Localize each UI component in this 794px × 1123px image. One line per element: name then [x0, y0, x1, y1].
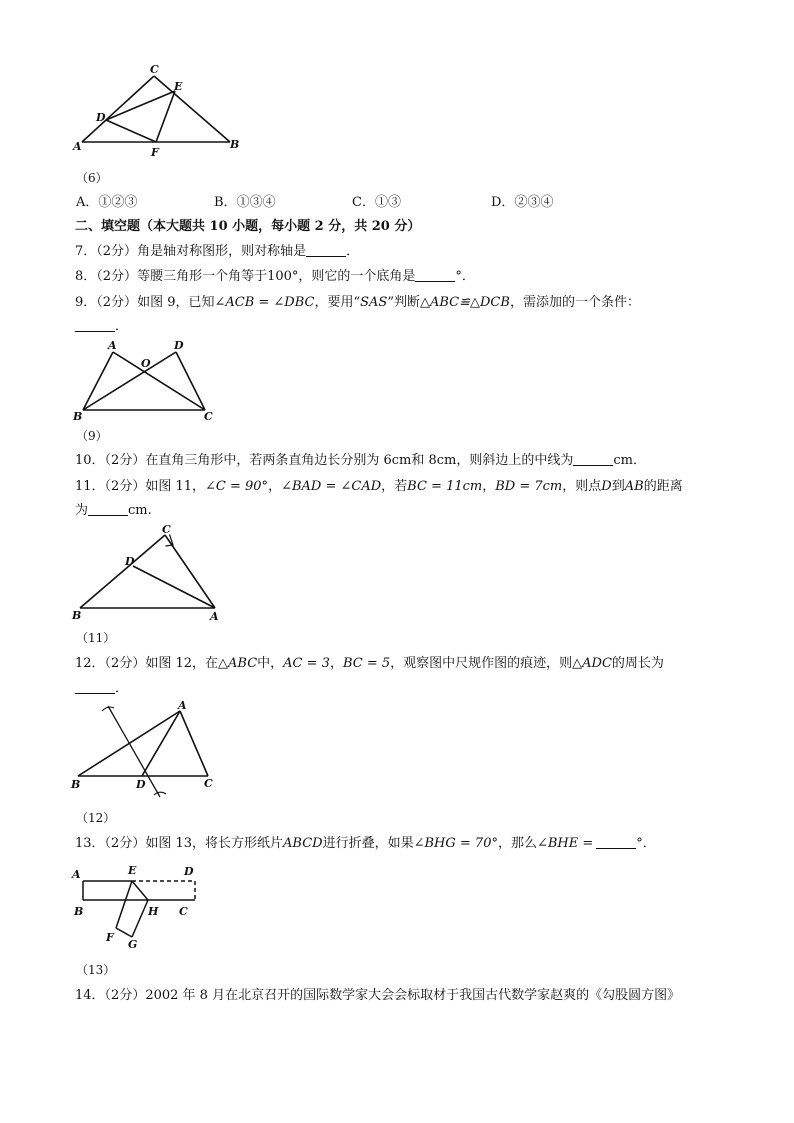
q9-text-end: ．	[115, 319, 129, 334]
fig6-seg-df	[106, 120, 156, 142]
q14-number: 14．	[75, 988, 105, 1003]
option-letter: B．	[214, 195, 237, 210]
q9-answer-blank[interactable]	[75, 319, 115, 332]
fig6-label-b: B	[230, 138, 240, 151]
fig11-caption: （11）	[76, 631, 116, 645]
fig13-fold-hg	[132, 900, 148, 937]
q13-number: 13．	[75, 836, 105, 851]
q13-text: 如图 13，将长方形纸片	[145, 836, 284, 851]
fig11-label-c: C	[162, 525, 171, 536]
fig9-seg-bd	[83, 352, 176, 410]
q11-text: 如图 11，	[145, 479, 206, 494]
fig11-seg-ad	[133, 566, 215, 608]
q11-line2-text: 为	[75, 503, 89, 518]
q13-answer-blank[interactable]	[596, 836, 636, 849]
fig13-label-e: E	[128, 864, 137, 877]
q11-text-end: cm.	[128, 503, 152, 518]
fig6-side-ac	[82, 76, 154, 142]
q9-condition: ∠ACB = ∠DBC	[214, 295, 315, 310]
fig9-caption: （9）	[76, 429, 108, 443]
figure-13	[70, 860, 210, 956]
q14-score: （2分）	[104, 988, 146, 1003]
fig12-label-a: A	[178, 699, 187, 712]
q11-cond-4: BD = 7cm	[495, 479, 563, 494]
figure-12	[70, 697, 220, 805]
question-9-line2	[75, 318, 128, 336]
q12-text-end: ．	[115, 681, 129, 696]
option-letter: C．	[352, 195, 375, 210]
fig11-side-ca	[165, 535, 215, 608]
q11-number: 11．	[75, 479, 105, 494]
fig12-side-ac	[180, 711, 208, 776]
q9-score: （2分）	[96, 295, 138, 310]
q10-text-end: cm．	[613, 453, 646, 468]
fig9-label-a: A	[108, 339, 117, 352]
q9-text-d: ，需添加的一个条件：	[509, 295, 640, 310]
q11-sep: ，	[268, 479, 282, 494]
q13-text-end: °．	[636, 836, 656, 851]
fig11-label-a: A	[210, 610, 219, 623]
fig13-label-c: C	[179, 905, 188, 918]
q11-cond-2: ∠BAD = ∠CAD	[281, 479, 382, 494]
q11-line-ab: AB	[624, 479, 644, 494]
q11-score: （2分）	[104, 479, 146, 494]
fig12-caption: （12）	[76, 811, 116, 825]
fig12-arc-top	[102, 707, 114, 711]
q11-text-b: ，若	[381, 479, 408, 494]
option-text: ①③	[374, 195, 401, 210]
fig9-label-o: O	[141, 357, 151, 370]
q14-text: 2002 年 8 月在北京召开的国际数学家大会会标取材于我国古代数学家赵爽的《勾股圆方图》	[145, 988, 681, 1003]
q12-text-d: 的周长为	[611, 656, 664, 671]
q9-text-b: ，要用“	[314, 295, 361, 310]
fig6-label-f: F	[151, 146, 159, 159]
q12-cond-1: AC = 3	[283, 656, 330, 671]
q10-score: （2分）	[104, 453, 146, 468]
q12-triangle: △ABC	[218, 656, 258, 671]
fig13-caption: （13）	[76, 963, 116, 977]
fig12-arc-bottom	[154, 792, 166, 795]
question-12-line2	[75, 680, 128, 698]
q7-text: 角是轴对称图形，则对称轴是	[137, 244, 307, 259]
q12-text: 如图 12，在	[145, 656, 219, 671]
fig13-label-f: F	[106, 931, 114, 944]
q11-cond-1: ∠C = 90°	[205, 479, 269, 494]
q6-option-b	[214, 191, 276, 210]
fig6-seg-de	[106, 91, 175, 120]
q6-option-c	[352, 191, 401, 210]
q12-cond-2: BC = 5	[342, 656, 391, 671]
fig11-label-d: D	[125, 555, 135, 568]
q7-number: 7．	[75, 244, 97, 259]
q12-triangle-adc: △ADC	[572, 656, 612, 671]
q10-answer-blank[interactable]	[573, 453, 613, 466]
figure-9	[70, 338, 220, 424]
q8-text: 等腰三角形一个角等于100°，则它的一个底角是	[137, 269, 416, 284]
question-9	[75, 294, 640, 312]
q13-score: （2分）	[104, 836, 146, 851]
fig13-label-d: D	[184, 865, 194, 878]
question-11-line2	[75, 502, 152, 520]
q11-text-d: 到	[611, 479, 625, 494]
q6-option-a	[76, 191, 137, 210]
fig6-label-e: E	[174, 80, 183, 93]
q7-score: （2分）	[96, 244, 138, 259]
q12-text-b: 中，	[257, 656, 284, 671]
figure-11	[70, 525, 230, 625]
q9-text: 如图 9，已知	[137, 295, 215, 310]
option-letter: A．	[76, 195, 99, 210]
fig9-label-b: B	[73, 410, 83, 423]
fig12-label-d: D	[136, 778, 146, 791]
q12-answer-blank[interactable]	[75, 681, 115, 694]
fig12-label-c: C	[204, 777, 213, 790]
fig6-label-c: C	[150, 63, 159, 76]
fig6-label-a: A	[73, 140, 82, 153]
q8-number: 8．	[75, 269, 97, 284]
q11-cond-3: BC = 11cm	[407, 479, 483, 494]
option-text: ①②③	[98, 195, 138, 210]
q13-angle-1: ∠BHG = 70°	[413, 836, 498, 851]
q8-answer-blank[interactable]	[415, 269, 455, 282]
option-letter: D．	[491, 195, 515, 210]
q7-answer-blank[interactable]	[306, 244, 346, 257]
question-8	[75, 268, 475, 286]
fig13-label-b: B	[74, 905, 84, 918]
question-7	[75, 243, 359, 261]
question-12	[75, 655, 664, 673]
fig6-side-cb	[154, 76, 230, 142]
fig11-side-bc	[80, 535, 165, 608]
q13-text-c: ，那么	[497, 836, 537, 851]
fig13-label-h: H	[148, 905, 159, 918]
fig13-label-a: A	[72, 868, 81, 881]
fig9-label-c: C	[204, 410, 213, 423]
q8-score: （2分）	[96, 269, 138, 284]
q13-angle-2: ∠BHE =	[536, 836, 594, 851]
question-10	[75, 452, 646, 470]
q9-text-c: ”判断	[387, 295, 420, 310]
q6-option-d	[491, 191, 553, 210]
fig13-fold-eh	[132, 881, 148, 900]
q9-congruence: △ABC≌△DCB	[419, 295, 510, 310]
fig13-label-g: G	[128, 938, 138, 951]
q8-text-end: °．	[455, 269, 475, 284]
fig11-label-b: B	[72, 609, 82, 622]
option-text: ②③④	[514, 195, 554, 210]
fig6-caption: （6）	[76, 171, 108, 185]
q11-point: D	[601, 479, 612, 494]
question-14	[75, 987, 680, 1005]
question-13	[75, 835, 656, 853]
q11-sep: ，	[482, 479, 496, 494]
fig9-label-d: D	[174, 339, 184, 352]
q7-text-end: ．	[346, 244, 360, 259]
fig12-seg-ad	[142, 711, 180, 776]
q12-score: （2分）	[104, 656, 146, 671]
figure-6	[72, 62, 252, 162]
q11-text-c: ，则点	[562, 479, 602, 494]
q12-text-c: ，观察图中尺规作图的痕迹，则	[390, 656, 573, 671]
q11-answer-blank[interactable]	[88, 503, 128, 516]
question-11	[75, 478, 683, 496]
q13-rectangle: ABCD	[283, 836, 323, 851]
fig13-fold-fg	[116, 928, 132, 937]
q12-number: 12．	[75, 656, 105, 671]
section-2-title: 二、填空题（本大题共 10 小题，每小题 2 分，共 20 分）	[75, 219, 421, 234]
option-text: ①③④	[236, 195, 276, 210]
q12-sep: ，	[329, 656, 343, 671]
fig12-label-b: B	[71, 778, 81, 791]
q10-number: 10．	[75, 453, 105, 468]
fig6-label-d: D	[96, 111, 106, 124]
fig13-fold-ef	[116, 881, 132, 928]
q9-sas: SAS	[360, 295, 388, 310]
q11-text-e: 的距离	[643, 479, 683, 494]
q10-text: 在直角三角形中，若两条直角边长分别为 6cm和 8cm，则斜边上的中线为	[145, 453, 574, 468]
q13-text-b: 进行折叠，如果	[322, 836, 414, 851]
q9-number: 9．	[75, 295, 97, 310]
